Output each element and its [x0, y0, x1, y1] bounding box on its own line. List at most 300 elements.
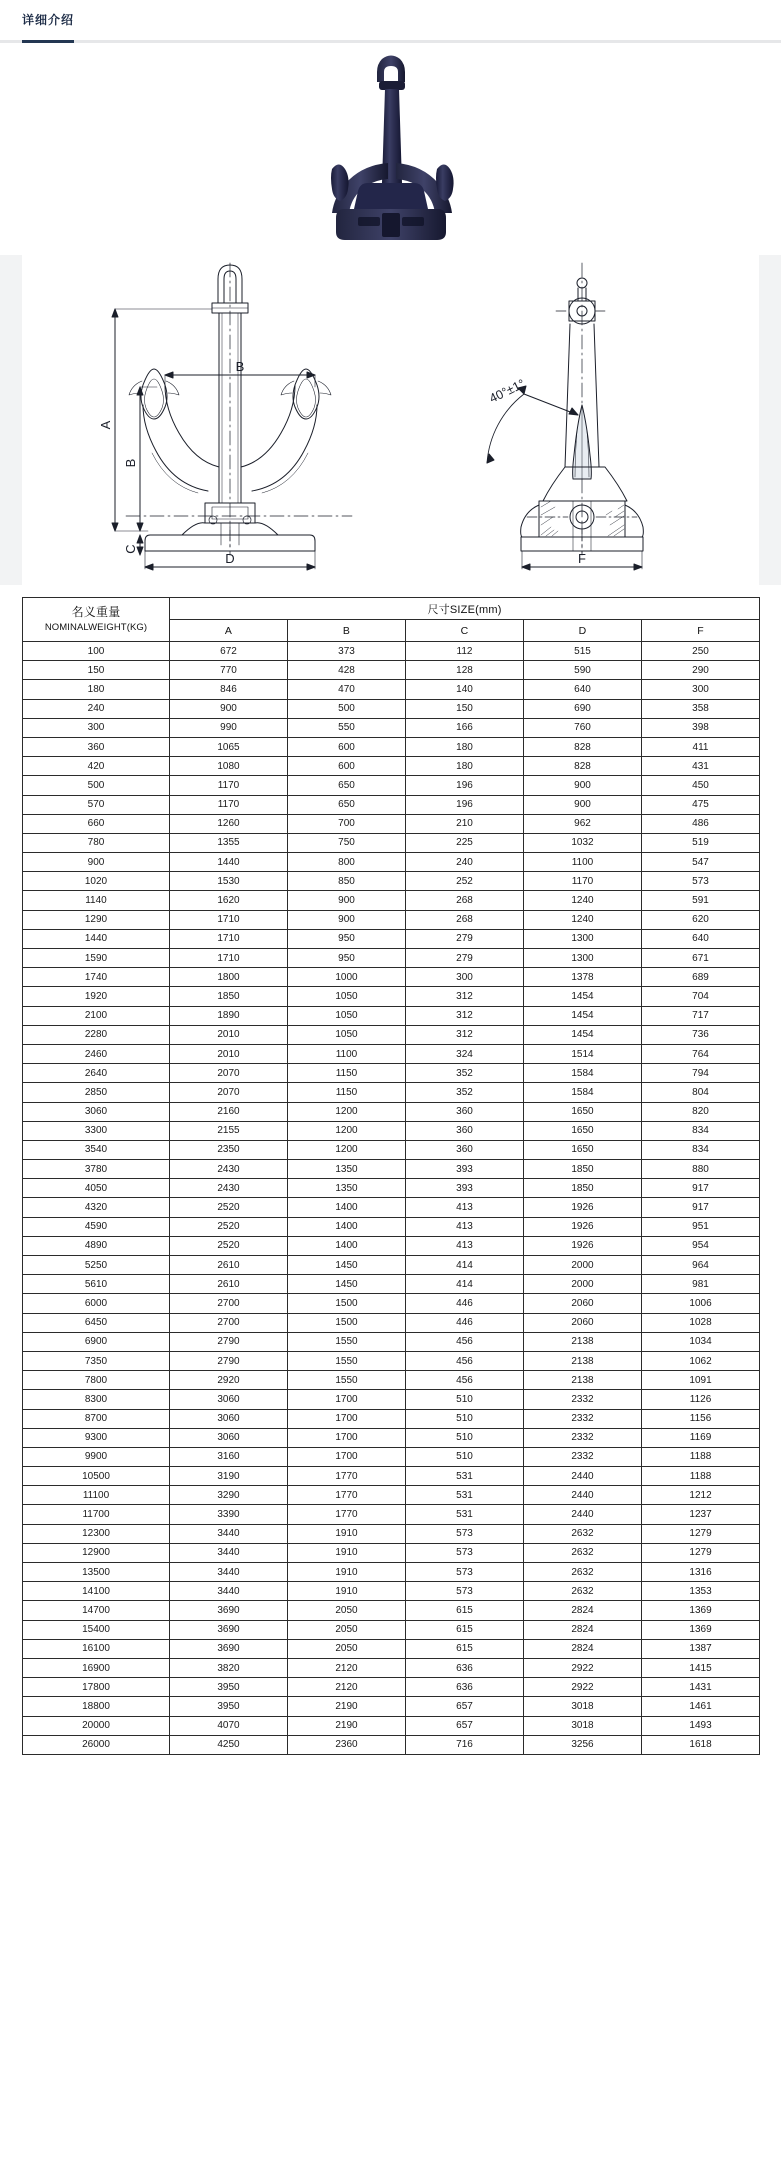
dimension-label-f: F [578, 551, 586, 566]
cell-dim-f: 250 [642, 642, 760, 661]
cell-dim-d: 828 [524, 737, 642, 756]
cell-dim-d: 1240 [524, 891, 642, 910]
panel-band-left [0, 255, 22, 585]
cell-dim-f: 640 [642, 929, 760, 948]
table-row [23, 1179, 760, 1198]
table-row [23, 1140, 760, 1159]
cell-dim-c: 112 [406, 642, 524, 661]
cell-dim-d: 2000 [524, 1256, 642, 1275]
cell-nominal-weight: 14100 [23, 1582, 170, 1601]
table-row [23, 737, 760, 756]
cell-dim-d: 1454 [524, 987, 642, 1006]
cell-dim-b: 1700 [288, 1390, 406, 1409]
cell-dim-d: 1300 [524, 929, 642, 948]
cell-nominal-weight: 420 [23, 757, 170, 776]
cell-nominal-weight: 180 [23, 680, 170, 699]
cell-dim-a: 672 [170, 642, 288, 661]
cell-dim-a: 3190 [170, 1467, 288, 1486]
table-row [23, 814, 760, 833]
dimension-label-a: A [98, 420, 113, 430]
cell-dim-c: 531 [406, 1505, 524, 1524]
cell-nominal-weight: 11100 [23, 1486, 170, 1505]
cell-dim-b: 1910 [288, 1524, 406, 1543]
table-row [23, 1524, 760, 1543]
table-row [23, 1294, 760, 1313]
cell-dim-f: 1034 [642, 1332, 760, 1351]
cell-dim-d: 900 [524, 795, 642, 814]
table-row [23, 891, 760, 910]
cell-dim-a: 846 [170, 680, 288, 699]
cell-dim-f: 717 [642, 1006, 760, 1025]
table-row [23, 1371, 760, 1390]
cell-dim-a: 3060 [170, 1428, 288, 1447]
cell-dim-b: 900 [288, 910, 406, 929]
table-row [23, 1639, 760, 1658]
table-row [23, 1678, 760, 1697]
table-row [23, 795, 760, 814]
header-nominal-weight-en: NOMINALWEIGHT(KG) [44, 622, 148, 634]
cell-dim-a: 3690 [170, 1639, 288, 1658]
cell-dim-f: 475 [642, 795, 760, 814]
cell-dim-d: 1850 [524, 1160, 642, 1179]
cell-dim-c: 446 [406, 1313, 524, 1332]
cell-dim-d: 1584 [524, 1083, 642, 1102]
cell-dim-b: 600 [288, 757, 406, 776]
cell-nominal-weight: 2460 [23, 1044, 170, 1063]
cell-dim-b: 2190 [288, 1697, 406, 1716]
table-row [23, 661, 760, 680]
cell-dim-f: 1156 [642, 1409, 760, 1428]
cell-dim-a: 1890 [170, 1006, 288, 1025]
cell-dim-f: 431 [642, 757, 760, 776]
cell-dim-f: 1431 [642, 1678, 760, 1697]
cell-nominal-weight: 17800 [23, 1678, 170, 1697]
cell-dim-a: 4250 [170, 1735, 288, 1754]
table-row [23, 680, 760, 699]
cell-dim-c: 180 [406, 757, 524, 776]
table-row [23, 1275, 760, 1294]
cell-dim-d: 2332 [524, 1428, 642, 1447]
cell-nominal-weight: 12900 [23, 1543, 170, 1562]
cell-dim-a: 1850 [170, 987, 288, 1006]
cell-dim-a: 2610 [170, 1256, 288, 1275]
cell-dim-f: 1369 [642, 1620, 760, 1639]
table-row [23, 1351, 760, 1370]
cell-dim-d: 590 [524, 661, 642, 680]
table-row [23, 1428, 760, 1447]
cell-dim-f: 671 [642, 949, 760, 968]
cell-dim-b: 1700 [288, 1447, 406, 1466]
cell-dim-f: 981 [642, 1275, 760, 1294]
cell-dim-c: 268 [406, 891, 524, 910]
cell-dim-a: 1710 [170, 949, 288, 968]
cell-dim-c: 531 [406, 1467, 524, 1486]
cell-dim-f: 764 [642, 1044, 760, 1063]
cell-dim-d: 1300 [524, 949, 642, 968]
cell-dim-b: 1550 [288, 1332, 406, 1351]
cell-dim-f: 1006 [642, 1294, 760, 1313]
table-row [23, 1121, 760, 1140]
product-photo-block [0, 43, 781, 251]
table-row [23, 642, 760, 661]
cell-nominal-weight: 16900 [23, 1658, 170, 1677]
cell-dim-a: 3820 [170, 1658, 288, 1677]
cell-dim-d: 3018 [524, 1716, 642, 1735]
cell-dim-d: 690 [524, 699, 642, 718]
cell-dim-d: 2332 [524, 1409, 642, 1428]
cell-dim-b: 1910 [288, 1543, 406, 1562]
anchor-specification-table [22, 597, 760, 1755]
cell-dim-b: 650 [288, 776, 406, 795]
cell-nominal-weight: 1440 [23, 929, 170, 948]
cell-dim-d: 2138 [524, 1332, 642, 1351]
header-size-group: 尺寸SIZE(mm) [170, 598, 760, 620]
cell-dim-c: 446 [406, 1294, 524, 1313]
cell-dim-b: 1150 [288, 1083, 406, 1102]
cell-dim-a: 3440 [170, 1543, 288, 1562]
cell-dim-a: 3950 [170, 1697, 288, 1716]
cell-dim-f: 1369 [642, 1601, 760, 1620]
table-row [23, 1447, 760, 1466]
cell-dim-d: 2632 [524, 1563, 642, 1582]
cell-dim-c: 140 [406, 680, 524, 699]
cell-dim-b: 2190 [288, 1716, 406, 1735]
cell-dim-b: 2120 [288, 1658, 406, 1677]
cell-dim-f: 964 [642, 1256, 760, 1275]
cell-dim-b: 950 [288, 949, 406, 968]
cell-dim-f: 1279 [642, 1524, 760, 1543]
cell-dim-c: 279 [406, 949, 524, 968]
cell-dim-a: 3440 [170, 1563, 288, 1582]
table-row [23, 1505, 760, 1524]
cell-dim-a: 2700 [170, 1294, 288, 1313]
cell-dim-c: 210 [406, 814, 524, 833]
cell-nominal-weight: 360 [23, 737, 170, 756]
cell-dim-f: 1188 [642, 1467, 760, 1486]
cell-dim-a: 2700 [170, 1313, 288, 1332]
cell-dim-a: 3060 [170, 1409, 288, 1428]
dimension-label-b-vertical: B [123, 458, 138, 468]
cell-dim-b: 1550 [288, 1351, 406, 1370]
cell-nominal-weight: 18800 [23, 1697, 170, 1716]
cell-dim-c: 573 [406, 1563, 524, 1582]
cell-dim-a: 2155 [170, 1121, 288, 1140]
cell-dim-d: 2824 [524, 1601, 642, 1620]
cell-dim-c: 166 [406, 718, 524, 737]
cell-dim-d: 1032 [524, 833, 642, 852]
tab-active-indicator [22, 40, 74, 43]
technical-drawing-panel [0, 255, 781, 585]
angle-annotation: 40°±1° [487, 376, 528, 406]
cell-dim-b: 1910 [288, 1563, 406, 1582]
cell-dim-b: 1200 [288, 1121, 406, 1140]
cell-dim-c: 180 [406, 737, 524, 756]
cell-dim-f: 834 [642, 1121, 760, 1140]
cell-nominal-weight: 660 [23, 814, 170, 833]
panel-band-right [759, 255, 781, 585]
table-row [23, 699, 760, 718]
cell-nominal-weight: 4320 [23, 1198, 170, 1217]
cell-dim-b: 1400 [288, 1236, 406, 1255]
cell-dim-b: 850 [288, 872, 406, 891]
cell-dim-c: 413 [406, 1198, 524, 1217]
cell-dim-d: 760 [524, 718, 642, 737]
cell-dim-f: 1188 [642, 1447, 760, 1466]
cell-dim-b: 1700 [288, 1428, 406, 1447]
cell-dim-d: 2440 [524, 1486, 642, 1505]
cell-dim-d: 828 [524, 757, 642, 776]
cell-dim-a: 3690 [170, 1620, 288, 1639]
cell-dim-c: 360 [406, 1102, 524, 1121]
table-row [23, 1236, 760, 1255]
cell-nominal-weight: 20000 [23, 1716, 170, 1735]
cell-dim-a: 3690 [170, 1601, 288, 1620]
table-row [23, 1467, 760, 1486]
table-row [23, 1601, 760, 1620]
cell-dim-b: 900 [288, 891, 406, 910]
cell-dim-f: 1062 [642, 1351, 760, 1370]
cell-nominal-weight: 3300 [23, 1121, 170, 1140]
cell-dim-b: 500 [288, 699, 406, 718]
cell-dim-d: 1650 [524, 1121, 642, 1140]
cell-dim-b: 1770 [288, 1467, 406, 1486]
cell-nominal-weight: 4050 [23, 1179, 170, 1198]
cell-nominal-weight: 2640 [23, 1064, 170, 1083]
table-row [23, 1332, 760, 1351]
cell-dim-f: 880 [642, 1160, 760, 1179]
table-row [23, 1582, 760, 1601]
cell-nominal-weight: 500 [23, 776, 170, 795]
cell-dim-c: 636 [406, 1658, 524, 1677]
cell-dim-f: 1353 [642, 1582, 760, 1601]
cell-nominal-weight: 1920 [23, 987, 170, 1006]
cell-dim-d: 2440 [524, 1505, 642, 1524]
table-row [23, 1563, 760, 1582]
cell-dim-b: 1450 [288, 1256, 406, 1275]
cell-dim-f: 450 [642, 776, 760, 795]
cell-dim-b: 1100 [288, 1044, 406, 1063]
cell-dim-a: 900 [170, 699, 288, 718]
cell-dim-a: 2920 [170, 1371, 288, 1390]
cell-dim-f: 1493 [642, 1716, 760, 1735]
cell-nominal-weight: 4890 [23, 1236, 170, 1255]
cell-nominal-weight: 100 [23, 642, 170, 661]
cell-nominal-weight: 14700 [23, 1601, 170, 1620]
cell-dim-a: 1065 [170, 737, 288, 756]
table-row [23, 1198, 760, 1217]
cell-dim-a: 2520 [170, 1217, 288, 1236]
cell-dim-b: 1400 [288, 1198, 406, 1217]
cell-dim-f: 300 [642, 680, 760, 699]
cell-dim-c: 615 [406, 1620, 524, 1639]
cell-dim-d: 2138 [524, 1351, 642, 1370]
cell-nominal-weight: 2100 [23, 1006, 170, 1025]
cell-dim-c: 128 [406, 661, 524, 680]
cell-dim-c: 225 [406, 833, 524, 852]
cell-dim-f: 1169 [642, 1428, 760, 1447]
cell-dim-b: 470 [288, 680, 406, 699]
cell-dim-c: 456 [406, 1351, 524, 1370]
cell-dim-c: 414 [406, 1256, 524, 1275]
cell-dim-b: 1050 [288, 1025, 406, 1044]
cell-nominal-weight: 300 [23, 718, 170, 737]
cell-dim-d: 1850 [524, 1179, 642, 1198]
cell-dim-c: 573 [406, 1543, 524, 1562]
cell-dim-d: 962 [524, 814, 642, 833]
cell-dim-b: 2050 [288, 1639, 406, 1658]
cell-dim-d: 1584 [524, 1064, 642, 1083]
cell-dim-f: 411 [642, 737, 760, 756]
cell-dim-f: 951 [642, 1217, 760, 1236]
table-row [23, 1006, 760, 1025]
cell-dim-b: 1200 [288, 1102, 406, 1121]
cell-dim-c: 240 [406, 853, 524, 872]
table-row [23, 1543, 760, 1562]
cell-dim-a: 1710 [170, 910, 288, 929]
cell-nominal-weight: 13500 [23, 1563, 170, 1582]
cell-dim-a: 3290 [170, 1486, 288, 1505]
table-row [23, 1102, 760, 1121]
cell-dim-c: 657 [406, 1716, 524, 1735]
table-row [23, 987, 760, 1006]
cell-dim-b: 600 [288, 737, 406, 756]
cell-dim-d: 2922 [524, 1658, 642, 1677]
cell-nominal-weight: 240 [23, 699, 170, 718]
cell-nominal-weight: 150 [23, 661, 170, 680]
cell-dim-f: 486 [642, 814, 760, 833]
cell-dim-d: 2632 [524, 1543, 642, 1562]
cell-dim-c: 510 [406, 1428, 524, 1447]
cell-dim-a: 1440 [170, 853, 288, 872]
cell-dim-a: 2070 [170, 1083, 288, 1102]
cell-dim-d: 1100 [524, 853, 642, 872]
cell-dim-d: 900 [524, 776, 642, 795]
cell-nominal-weight: 15400 [23, 1620, 170, 1639]
cell-dim-f: 917 [642, 1179, 760, 1198]
cell-dim-b: 800 [288, 853, 406, 872]
cell-dim-a: 1170 [170, 795, 288, 814]
cell-dim-f: 804 [642, 1083, 760, 1102]
cell-dim-a: 1710 [170, 929, 288, 948]
cell-nominal-weight: 11700 [23, 1505, 170, 1524]
cell-nominal-weight: 1290 [23, 910, 170, 929]
cell-nominal-weight: 9900 [23, 1447, 170, 1466]
cell-dim-f: 1387 [642, 1639, 760, 1658]
cell-nominal-weight: 900 [23, 853, 170, 872]
cell-nominal-weight: 8300 [23, 1390, 170, 1409]
cell-dim-a: 2790 [170, 1351, 288, 1370]
spec-table-head [23, 598, 760, 642]
cell-dim-d: 2332 [524, 1390, 642, 1409]
cell-nominal-weight: 4590 [23, 1217, 170, 1236]
cell-dim-d: 1650 [524, 1140, 642, 1159]
cell-dim-c: 510 [406, 1390, 524, 1409]
cell-dim-d: 1514 [524, 1044, 642, 1063]
cell-dim-f: 547 [642, 853, 760, 872]
cell-dim-f: 1279 [642, 1543, 760, 1562]
cell-dim-a: 1080 [170, 757, 288, 776]
cell-dim-b: 1050 [288, 1006, 406, 1025]
cell-dim-c: 510 [406, 1447, 524, 1466]
cell-dim-b: 1500 [288, 1294, 406, 1313]
product-photo-stage [296, 51, 486, 247]
cell-nominal-weight: 1590 [23, 949, 170, 968]
cell-dim-f: 1316 [642, 1563, 760, 1582]
cell-dim-b: 750 [288, 833, 406, 852]
cell-dim-c: 413 [406, 1236, 524, 1255]
table-row [23, 718, 760, 737]
cell-nominal-weight: 7350 [23, 1351, 170, 1370]
cell-dim-c: 150 [406, 699, 524, 718]
cell-dim-d: 1650 [524, 1102, 642, 1121]
cell-dim-a: 2610 [170, 1275, 288, 1294]
cell-nominal-weight: 3780 [23, 1160, 170, 1179]
cell-nominal-weight: 16100 [23, 1639, 170, 1658]
cell-dim-d: 1454 [524, 1025, 642, 1044]
cell-nominal-weight: 10500 [23, 1467, 170, 1486]
cell-nominal-weight: 6000 [23, 1294, 170, 1313]
cell-dim-d: 2060 [524, 1294, 642, 1313]
cell-dim-a: 770 [170, 661, 288, 680]
table-row [23, 929, 760, 948]
cell-dim-d: 3018 [524, 1697, 642, 1716]
cell-dim-c: 312 [406, 987, 524, 1006]
table-row [23, 1083, 760, 1102]
cell-dim-c: 360 [406, 1140, 524, 1159]
table-row [23, 968, 760, 987]
table-row [23, 776, 760, 795]
table-row [23, 1658, 760, 1677]
cell-dim-a: 3440 [170, 1524, 288, 1543]
cell-nominal-weight: 5610 [23, 1275, 170, 1294]
table-row [23, 949, 760, 968]
cell-dim-d: 2922 [524, 1678, 642, 1697]
cell-dim-d: 1926 [524, 1198, 642, 1217]
cell-dim-b: 1770 [288, 1486, 406, 1505]
cell-dim-b: 1000 [288, 968, 406, 987]
cell-dim-d: 2440 [524, 1467, 642, 1486]
cell-nominal-weight: 6450 [23, 1313, 170, 1332]
cell-dim-f: 1126 [642, 1390, 760, 1409]
cell-dim-a: 2070 [170, 1064, 288, 1083]
cell-dim-c: 413 [406, 1217, 524, 1236]
cell-dim-a: 2350 [170, 1140, 288, 1159]
cell-dim-d: 1170 [524, 872, 642, 891]
cell-dim-b: 1400 [288, 1217, 406, 1236]
cell-dim-f: 917 [642, 1198, 760, 1217]
cell-nominal-weight: 1740 [23, 968, 170, 987]
cell-dim-d: 515 [524, 642, 642, 661]
header-col-c: C [406, 620, 524, 642]
stockless-anchor-photo [296, 51, 486, 247]
cell-dim-d: 2060 [524, 1313, 642, 1332]
tab-detail-introduction[interactable]: 详细介绍 [22, 13, 75, 27]
cell-dim-d: 2000 [524, 1275, 642, 1294]
cell-dim-d: 2824 [524, 1620, 642, 1639]
cell-nominal-weight: 3540 [23, 1140, 170, 1159]
cell-dim-d: 1378 [524, 968, 642, 987]
cell-dim-d: 2632 [524, 1524, 642, 1543]
cell-dim-d: 1240 [524, 910, 642, 929]
cell-dim-f: 820 [642, 1102, 760, 1121]
cell-dim-b: 373 [288, 642, 406, 661]
cell-dim-a: 1260 [170, 814, 288, 833]
anchor-dimension-drawing [22, 255, 759, 585]
cell-dim-c: 393 [406, 1160, 524, 1179]
header-col-b: B [288, 620, 406, 642]
cell-dim-b: 950 [288, 929, 406, 948]
cell-dim-c: 324 [406, 1044, 524, 1063]
